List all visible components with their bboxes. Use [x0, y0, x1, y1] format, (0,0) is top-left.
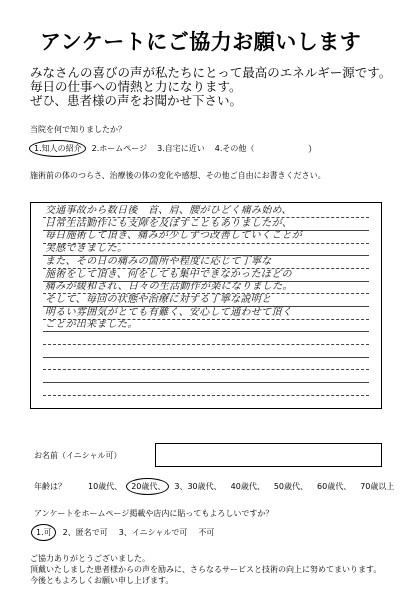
q2-label: 施術前の体のつらさ、治療後の体の変化や感想、その他ご自由にお書きください。 — [30, 171, 326, 180]
age-options — [88, 481, 394, 492]
ruled-line — [43, 369, 369, 370]
publish-options — [36, 527, 214, 538]
q1-options — [34, 143, 254, 154]
age-option-70plus[interactable]: 70歳以上 — [360, 482, 395, 491]
ruled-line — [43, 357, 369, 358]
age-label: 年齢は？ — [34, 482, 66, 491]
closing-line: 頂戴いたしました患者様からの声を励みに、さらなるサービスと技術の向上に努めてまいります。 — [30, 565, 382, 574]
publish-option-no[interactable]: 不可 — [198, 528, 215, 537]
name-input-box[interactable] — [155, 443, 382, 467]
publish-label: アンケートをホームページ掲載や店内に貼ってもよろしいですか？ — [34, 509, 274, 518]
q1-label: 当院を何で知りましたか？ — [30, 125, 126, 134]
answer-line: 施術をして頂き、何をしても集中できなかったほどの — [45, 268, 292, 280]
answer-line: また、その日の痛みの箇所や程度に応じて丁寧な — [45, 255, 272, 267]
name-label: お名前（イニシャル可） — [34, 451, 122, 460]
intro-line: ぜひ、患者様の声をお聞かせ下さい。 — [30, 93, 243, 108]
ruled-line — [43, 344, 369, 345]
age-option-20s[interactable]: 20歳代、 — [131, 482, 166, 491]
ruled-line — [43, 382, 369, 383]
publish-option-ok[interactable]: 1.可 — [36, 528, 52, 537]
survey-title: アンケートにご協力お願いします — [40, 30, 362, 54]
handwritten-answer — [45, 205, 371, 332]
intro-line: みなさんの喜びの声が私たちにとって最高のエネルギー源です。 — [30, 65, 392, 80]
answer-line: 実感できました。 — [45, 243, 128, 255]
age-option-60s[interactable]: 60歳代、 — [317, 482, 352, 491]
answer-line: 交通事故から数日後 首、肩、腰がひどく痛み始め、 — [45, 205, 292, 216]
answer-line: ことが出来ました。 — [45, 319, 138, 331]
intro-line: 毎日の仕事への情熱と力になります。 — [30, 79, 242, 94]
ruled-line — [43, 395, 369, 396]
answer-line: 明るい雰囲気がとても有難く、安心して通わせて頂く — [45, 306, 292, 318]
closing-message — [30, 553, 410, 586]
publish-option-anonymous[interactable]: 2、匿名で可 — [62, 528, 108, 537]
answer-line: 日常生活動作にも支障を及ぼすこともありましたが、 — [45, 217, 293, 229]
comment-answer-box[interactable] — [30, 202, 382, 409]
q1-option-friend[interactable]: 1.知人の紹介 — [34, 144, 82, 153]
age-option-10s[interactable]: 10歳代、 — [88, 482, 123, 491]
q1-option-near-home[interactable]: 3.自宅に近い — [157, 144, 205, 153]
age-option-50s[interactable]: 50歳代、 — [273, 482, 309, 491]
closing-line: ご協力ありがとうございました。 — [30, 554, 150, 563]
answer-line: 毎日施術して頂き、痛みが少しずつ改善していくことが — [45, 230, 303, 242]
q1-option-homepage[interactable]: 2.ホームページ — [91, 144, 148, 153]
intro-text — [30, 66, 405, 108]
answer-line: 痛みが緩和され、日々の生活動作が楽になりました。 — [45, 281, 293, 293]
age-option-40s[interactable]: 40歳代、 — [230, 482, 265, 491]
q1-option-other[interactable]: 4.その他（ — [214, 144, 255, 153]
age-option-30s[interactable]: 3、30歳代、 — [174, 482, 222, 491]
closing-line: 今後ともよろしくお願い申し上げます。 — [30, 576, 174, 585]
answer-line: そして、毎回の状態や治療に対する丁寧な説明と — [45, 293, 272, 305]
publish-option-initials[interactable]: 3、イニシャルで可 — [118, 528, 188, 537]
q1-other-close-paren: ） — [308, 145, 318, 155]
